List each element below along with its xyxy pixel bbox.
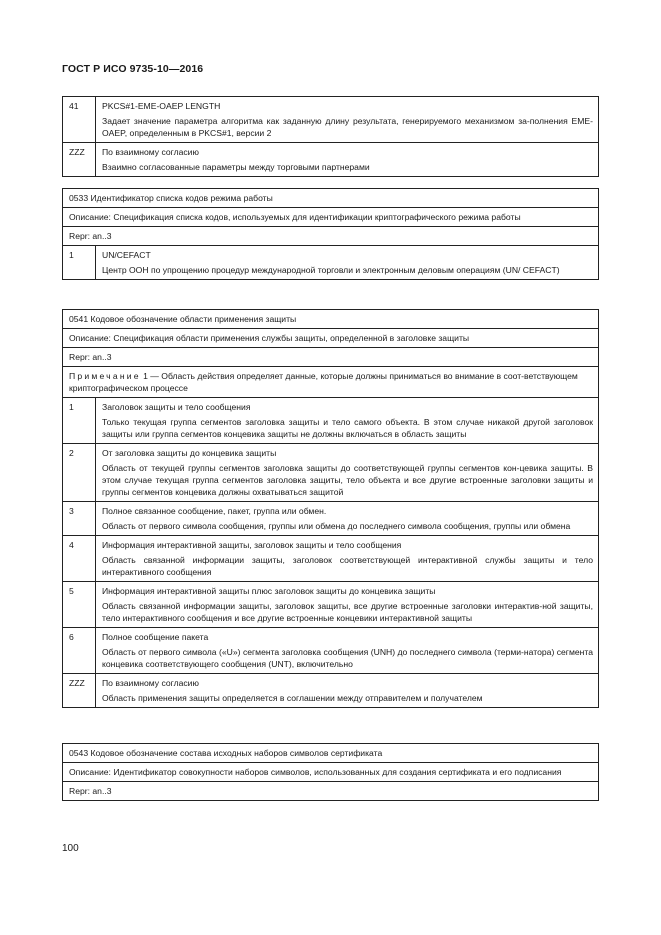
definition-cell	[96, 582, 599, 628]
element-heading: 0533 Идентификатор списка кодов режима работы	[63, 189, 599, 208]
element-representation: Repr: an..3	[63, 227, 599, 246]
data-element-0533	[62, 188, 599, 280]
code-title: UN/CEFACT	[102, 250, 151, 260]
code-description: Область связанной информации защиты, заголовок соответствующей интерактивной службы защиты и тело интерактивного сообщения	[102, 555, 593, 577]
definition-cell	[96, 502, 599, 536]
data-element-0541	[62, 309, 599, 708]
code-title: Информация интерактивной защиты, заголовок защиты и тело сообщения	[102, 540, 402, 550]
code-cell: 41	[63, 97, 96, 143]
element-heading: 0541 Кодовое обозначение области применения защиты	[63, 310, 599, 329]
definition-cell	[96, 536, 599, 582]
element-description: Описание: Идентификатор совокупности наборов символов, использованных для создания сертификата и его подписания	[63, 763, 599, 782]
document-header: ГОСТ Р ИСО 9735-10—2016	[62, 63, 204, 75]
data-element-0543	[62, 743, 599, 801]
code-title: Заголовок защиты и тело сообщения	[102, 402, 251, 412]
table-row	[63, 444, 599, 502]
code-title: По взаимному согласию	[102, 147, 199, 157]
element-description: Описание: Спецификация списка кодов, используемых для идентификации криптографического режима работы	[63, 208, 599, 227]
code-cell: 5	[63, 582, 96, 628]
definition-cell	[96, 143, 599, 177]
table-row	[63, 97, 599, 143]
definition-cell	[96, 398, 599, 444]
code-cell: 6	[63, 628, 96, 674]
code-description: Только текущая группа сегментов заголовка защиты и тело самого объекта. В этом случае никакой другой заголовок защиты или группа сегментов концевика защиты не должны включаться в область защиты	[102, 417, 593, 439]
code-title: От заголовка защиты до концевика защиты	[102, 448, 277, 458]
element-heading: 0543 Кодовое обозначение состава исходных наборов символов сертификата	[63, 744, 599, 763]
code-title: PKCS#1-EME-OAEP LENGTH	[102, 101, 221, 111]
code-title: По взаимному согласию	[102, 678, 199, 688]
table-row	[63, 398, 599, 444]
code-cell: ZZZ	[63, 143, 96, 177]
definition-cell	[96, 97, 599, 143]
table-row	[63, 143, 599, 177]
element-representation: Repr: an..3	[63, 782, 599, 801]
code-cell: 1	[63, 246, 96, 280]
code-description: Область применения защиты определяется в соглашении между отправителем и получателем	[102, 693, 483, 703]
code-cell: ZZZ	[63, 674, 96, 708]
note-cell	[63, 367, 599, 398]
code-cell: 3	[63, 502, 96, 536]
code-description: Центр ООН по упрощению процедур международной торговли и электронным деловым операциям (UN/ CEFACT)	[102, 265, 560, 275]
table-row	[63, 674, 599, 708]
note-text: 1 — Область действия определяет данные, которые должны приниматься во внимание в соот-ветствующем криптографическом процессе	[69, 371, 578, 393]
table-row	[63, 536, 599, 582]
code-title: Полное связанное сообщение, пакет, группа или обмен.	[102, 506, 327, 516]
code-title: Информация интерактивной защиты плюс заголовок защиты до концевика защиты	[102, 586, 436, 596]
code-description: Область от текущей группы сегментов заголовка защиты до соответствующей группы сегментов кон-цевика защиты. В этом случае текущая группа сегментов заголовка защиты, тело объекта и все другие встроенные заголовки защиты и группы сегментов концевика должны охватываться защитой	[102, 463, 593, 497]
table-row	[63, 582, 599, 628]
table-row	[63, 628, 599, 674]
code-title: Полное сообщение пакета	[102, 632, 209, 642]
code-description: Область связанной информации защиты, заголовок защиты, все другие встроенные заголовки интерактив-ной защиты, тело интерактивного сообщения и все другие встроенные концевики интерактивной защиты	[102, 601, 593, 623]
code-cell: 4	[63, 536, 96, 582]
code-cell: 1	[63, 398, 96, 444]
definition-cell	[96, 246, 599, 280]
code-description: Область от первого символа сообщения, группы или обмена до последнего символа сообщения, группы или обмена	[102, 521, 571, 531]
code-description: Задает значение параметра алгоритма как заданную длину результата, генерируемого механизмом за-полнения EME-OAEP, определенным в PKCS#1, версии 2	[102, 116, 593, 138]
note-label: Примечание	[69, 371, 141, 381]
table-row	[63, 502, 599, 536]
table-row	[63, 246, 599, 280]
code-cell: 2	[63, 444, 96, 502]
element-description: Описание: Спецификация области применения службы защиты, определенной в заголовке защиты	[63, 329, 599, 348]
code-description: Взаимно согласованные параметры между торговыми партнерами	[102, 162, 370, 172]
definition-cell	[96, 628, 599, 674]
definition-cell	[96, 674, 599, 708]
code-description: Область от первого символа («U») сегмента заголовка сообщения (UNH) до последнего символа (терми-натора) сегмента концевика соответствующего сообщения (UNT), включительно	[102, 647, 593, 669]
page-number: 100	[62, 843, 79, 854]
code-table-continued	[62, 96, 599, 177]
element-representation: Repr: an..3	[63, 348, 599, 367]
definition-cell	[96, 444, 599, 502]
